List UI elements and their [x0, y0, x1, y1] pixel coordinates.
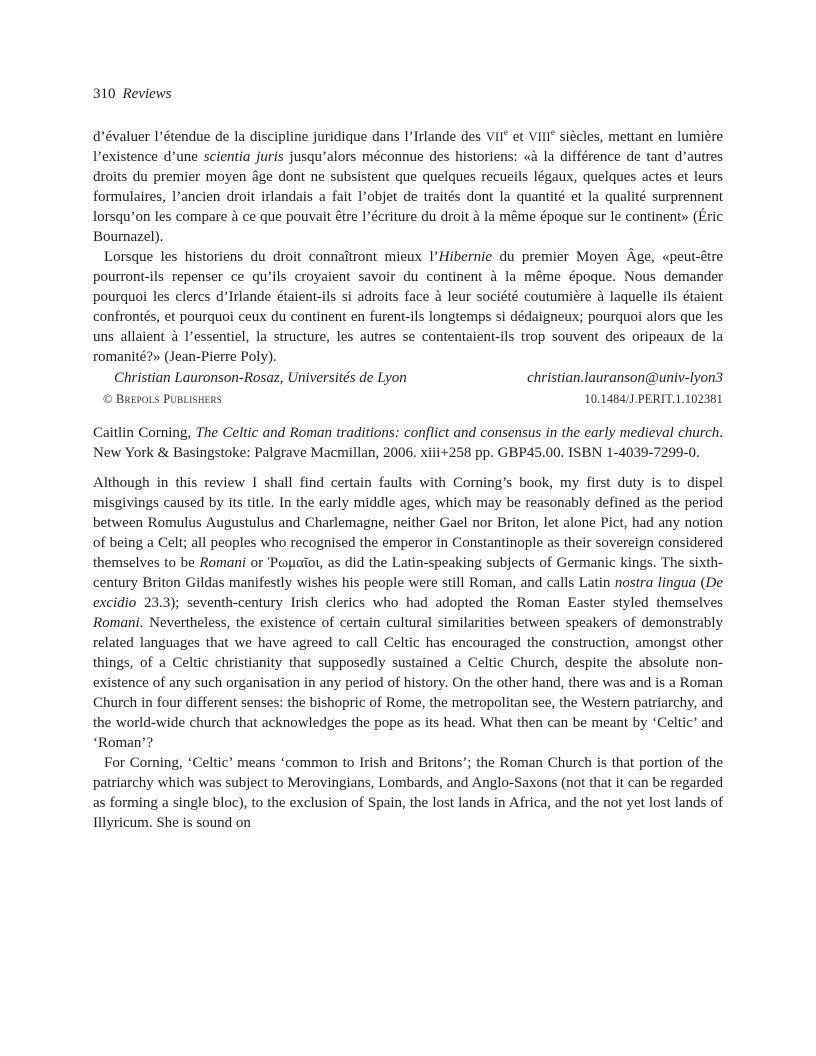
review-paragraph-french-2: Lorsque les historiens du droit connaîtront mieux l’Hibernie du premier Moyen Âge, «peut-être pourront-ils repenser ce qu’ils croyaient savoir du continent à la même époque. Nous demander pourquoi les clercs d’Irlande étaient-ils si adroits face à leur société coutumière à laquelle ils étaient confrontés, et pourquoi ceux du continent en furent-ils longtemps si dédaigneux; pourquoi alors que les uns allaient à l’essentiel, la structure, les autres se contentaient-ils trop souvent des oripeaux de la romanité?» (Jean-Pierre Poly). [93, 249, 723, 365]
page-number: 310 [93, 86, 116, 102]
review-paragraph-english-1: Although in this review I shall find certain faults with Corning’s book, my first duty is to dispel misgivings caused by its title. In the early middle ages, which may be reasonably defined as the period between Romulus Augustulus and Charlemagne, neither Gael nor Briton, let alone Pict, had any notion of being a Celt; all peoples who recognised the emperor in Constantinople as their sovereign considered themselves to be Romani or Ῥωμαῖοι, as did the Latin-speaking subjects of Germanic kings. The sixth-century Briton Gildas manifestly wishes his people were still Roman, and calls Latin nostra lingua (De excidio 23.3); seventh-century Irish clerics who had adopted the Roman Easter styled themselves Romani. Nevertheless, the existence of certain cultural similarities between speakers of demonstrably related languages that we have agreed to call Celtic has encouraged the construction, amongst other things, of a Celtic christianity that supposedly sustained a Celtic Church, despite the absolute non-existence of any such organisation in any period of history. On the other hand, there was and is a Roman Church in four different senses: the bishopric of Rome, the metropolitan see, the Western patriarchy, and the world-wide church that acknowledges the pope as its head. What then can be meant by ‘Celtic’ and ‘Roman’? [93, 475, 723, 751]
book-citation: Caitlin Corning, The Celtic and Roman traditions: conflict and consensus in the early medieval church. New York & Basingstoke: Palgrave Macmillan, 2006. xiii+258 pp. GBP45.00. ISBN 1-4039-7299-0. [93, 425, 723, 461]
publisher-copyright: © Brepols Publishers [103, 392, 223, 406]
imprint-row [93, 392, 723, 406]
signature-row [93, 368, 723, 388]
review-paragraph-french-1: d’évaluer l’étendue de la discipline juridique dans l’Irlande des VIIe et VIIIe siècles, mettant en lumière l’existence d’une scientia juris jusqu’alors méconnue des historiens: «à la différence de tant d’autres droits du premier moyen âge dont ne subsistent que quelques recueils légaux, quelques actes et leurs formulaires, l’ancien droit irlandais a fait l’objet de traités dont la quantité et la qualité surprennent lorsqu’on les compare à ce que pouvait être l’écriture du droit à la même époque sur le continent» (Éric Bournazel). [93, 127, 724, 245]
doi-number: 10.1484/J.PERIT.1.102381 [584, 392, 723, 406]
reviewer-name-affiliation: Christian Lauronson-Rosaz, Universités de Lyon [114, 370, 407, 386]
review-paragraph-english-2: For Corning, ‘Celtic’ means ‘common to Irish and Britons’; the Roman Church is that portion of the patriarchy which was subject to Merovingians, Lombards, and Anglo-Saxons (not that it can be regarded as forming a single bloc), to the exclusion of Spain, the lost lands in Africa, and the not yet lost lands of Illyricum. She is sound on [93, 755, 723, 831]
running-head [93, 84, 723, 104]
running-title: Reviews [122, 86, 172, 102]
reviewer-email: christian.lauranson@univ-lyon3 [527, 370, 723, 386]
